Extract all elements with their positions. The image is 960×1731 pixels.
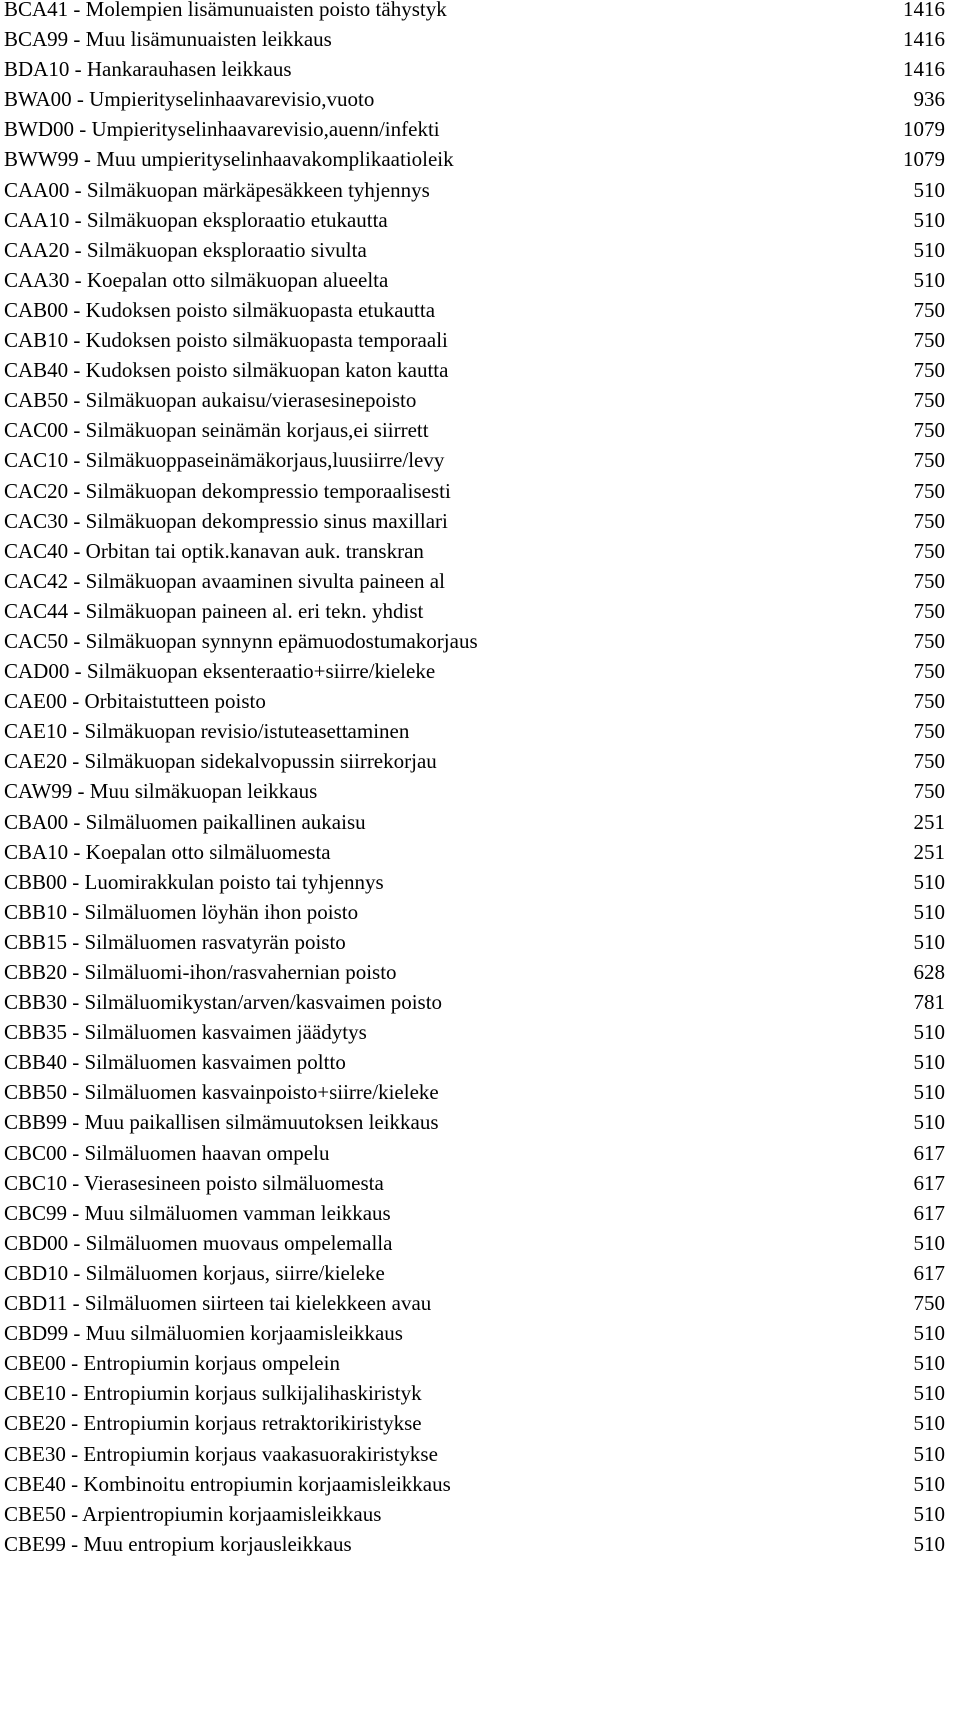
procedure-name: CAC50 - Silmäkuopan synnynn epämuodostumakorjaus — [4, 628, 478, 653]
procedure-price: 628 — [913, 960, 945, 984]
procedure-price: 1416 — [903, 0, 945, 21]
procedure-price: 750 — [913, 689, 945, 714]
procedure-row — [4, 867, 945, 897]
procedure-row — [4, 175, 945, 205]
procedure-price: 750 — [913, 478, 945, 503]
procedure-price: 510 — [913, 1411, 945, 1436]
procedure-name: CBB30 - Silmäluomikystan/arven/kasvaimen poisto — [4, 990, 443, 1015]
procedure-price: 750 — [913, 358, 945, 383]
procedure-name: CBD11 - Silmäluomen siirteen tai kielekkeen avau — [4, 1291, 432, 1316]
procedure-name: BCA99 - Muu lisämunuaisten leikkaus — [4, 27, 332, 52]
procedure-price: 750 — [913, 448, 945, 473]
procedure-name: CAA30 - Koepalan otto silmäkuopan alueelta — [4, 267, 389, 292]
procedure-price: 251 — [913, 839, 945, 864]
procedure-name: CAB50 - Silmäkuopan aukaisu/vierasesinepoisto — [4, 388, 417, 413]
procedure-name: CAC42 - Silmäkuopan avaaminen sivulta paineen al — [4, 568, 445, 593]
procedure-row — [4, 265, 945, 295]
procedure-name: BWD00 - Umpierityselinhaavarevisio,auenn/infekti — [4, 117, 440, 142]
procedure-row — [4, 1378, 945, 1408]
procedure-row — [4, 1017, 945, 1047]
procedure-price: 1079 — [903, 117, 945, 142]
procedure-name: CAB10 - Kudoksen poisto silmäkuopasta temporaali — [4, 328, 448, 353]
procedure-price: 750 — [913, 779, 945, 804]
procedure-row — [4, 1288, 945, 1318]
procedure-name: CBE00 - Entropiumin korjaus ompelein — [4, 1351, 340, 1376]
procedure-row — [4, 1077, 945, 1107]
procedure-row — [4, 1469, 945, 1499]
procedure-name: CBC10 - Vierasesineen poisto silmäluomesta — [4, 1170, 384, 1195]
procedure-name: CAA20 - Silmäkuopan eksploraatio sivulta — [4, 237, 367, 262]
procedure-name: CAC10 - Silmäkuoppaseinämäkorjaus,luusiirre/levy — [4, 448, 445, 473]
procedure-price: 510 — [913, 1531, 945, 1556]
procedure-name: CBD99 - Muu silmäluomien korjaamisleikkaus — [4, 1321, 403, 1346]
procedure-price: 510 — [913, 177, 945, 202]
procedure-name: CAB40 - Kudoksen poisto silmäkuopan katon kautta — [4, 358, 449, 383]
procedure-price: 750 — [913, 388, 945, 413]
procedure-name: CAE00 - Orbitaistutteen poisto — [4, 689, 266, 714]
procedure-row — [4, 295, 945, 325]
procedure-price: 750 — [913, 749, 945, 774]
procedure-name: BCA41 - Molempien lisämunuaisten poisto tähystyk — [4, 0, 447, 21]
procedure-row — [4, 144, 945, 174]
procedure-price: 510 — [913, 1381, 945, 1406]
procedure-row — [4, 54, 945, 84]
procedure-row — [4, 355, 945, 385]
procedure-price: 617 — [913, 1260, 945, 1285]
procedure-row — [4, 716, 945, 746]
procedure-name: CBD00 - Silmäluomen muovaus ompelemalla — [4, 1230, 393, 1255]
procedure-name: CAW99 - Muu silmäkuopan leikkaus — [4, 779, 318, 804]
procedure-price: 510 — [913, 869, 945, 894]
procedure-row — [4, 1138, 945, 1168]
procedure-price: 510 — [913, 1020, 945, 1045]
procedure-price: 750 — [913, 719, 945, 744]
procedure-name: CAA10 - Silmäkuopan eksploraatio etukautta — [4, 207, 388, 232]
procedure-price: 510 — [913, 1441, 945, 1466]
procedure-name: CBE10 - Entropiumin korjaus sulkijalihaskiristyk — [4, 1381, 422, 1406]
procedure-name: CBE40 - Kombinoitu entropiumin korjaamisleikkaus — [4, 1471, 451, 1496]
procedure-name: CAD00 - Silmäkuopan eksenteraatio+siirre/kieleke — [4, 659, 436, 684]
procedure-price: 510 — [913, 899, 945, 924]
procedure-name: CBB00 - Luomirakkulan poisto tai tyhjennys — [4, 869, 384, 894]
procedure-row — [4, 0, 945, 24]
procedure-row — [4, 445, 945, 475]
procedure-name: CAC30 - Silmäkuopan dekompressio sinus maxillari — [4, 508, 448, 533]
procedure-name: CBA10 - Koepalan otto silmäluomesta — [4, 839, 331, 864]
procedure-name: CBE30 - Entropiumin korjaus vaakasuorakiristykse — [4, 1441, 438, 1466]
procedure-price: 617 — [913, 1140, 945, 1165]
procedure-price: 750 — [913, 598, 945, 623]
procedure-row — [4, 506, 945, 536]
procedure-price-list — [4, 0, 945, 1559]
procedure-row — [4, 927, 945, 957]
procedure-row — [4, 536, 945, 566]
procedure-row — [4, 1168, 945, 1198]
procedure-price: 510 — [913, 207, 945, 232]
procedure-price: 750 — [913, 538, 945, 563]
procedure-name: CAC00 - Silmäkuopan seinämän korjaus,ei siirrett — [4, 418, 429, 443]
procedure-name: CBC99 - Muu silmäluomen vamman leikkaus — [4, 1200, 391, 1225]
procedure-row — [4, 1258, 945, 1288]
procedure-name: CBB20 - Silmäluomi-ihon/rasvahernian poisto — [4, 960, 397, 984]
procedure-name: CBB50 - Silmäluomen kasvainpoisto+siirre/kieleke — [4, 1080, 439, 1105]
procedure-row — [4, 1198, 945, 1228]
procedure-price: 750 — [913, 659, 945, 684]
procedure-price: 750 — [913, 418, 945, 443]
procedure-price: 510 — [913, 1501, 945, 1526]
procedure-price: 750 — [913, 508, 945, 533]
procedure-name: CAA00 - Silmäkuopan märkäpesäkkeen tyhjennys — [4, 177, 430, 202]
procedure-row — [4, 114, 945, 144]
procedure-row — [4, 566, 945, 596]
procedure-name: CAE20 - Silmäkuopan sidekalvopussin siirrekorjau — [4, 749, 437, 774]
procedure-row — [4, 837, 945, 867]
procedure-row — [4, 686, 945, 716]
procedure-row — [4, 1529, 945, 1559]
procedure-row — [4, 746, 945, 776]
procedure-name: CBE50 - Arpientropiumin korjaamisleikkaus — [4, 1501, 382, 1526]
procedure-name: CBB10 - Silmäluomen löyhän ihon poisto — [4, 899, 359, 924]
procedure-row — [4, 205, 945, 235]
procedure-name: BDA10 - Hankarauhasen leikkaus — [4, 57, 292, 82]
procedure-row — [4, 1408, 945, 1438]
procedure-price: 1416 — [903, 57, 945, 82]
procedure-price: 750 — [913, 297, 945, 322]
procedure-price: 750 — [913, 628, 945, 653]
procedure-row — [4, 987, 945, 1017]
procedure-price: 510 — [913, 1230, 945, 1255]
procedure-price: 1079 — [903, 147, 945, 172]
procedure-row — [4, 476, 945, 506]
procedure-name: CAE10 - Silmäkuopan revisio/istuteasettaminen — [4, 719, 410, 744]
procedure-name: CAC44 - Silmäkuopan paineen al. eri tekn. yhdist — [4, 598, 424, 623]
procedure-name: CAC40 - Orbitan tai optik.kanavan auk. transkran — [4, 538, 424, 563]
procedure-row — [4, 84, 945, 114]
procedure-row — [4, 24, 945, 54]
procedure-price: 510 — [913, 1351, 945, 1376]
procedure-price: 936 — [913, 87, 945, 112]
procedure-row — [4, 325, 945, 355]
procedure-row — [4, 807, 945, 837]
procedure-price: 510 — [913, 929, 945, 954]
procedure-name: CBE99 - Muu entropium korjausleikkaus — [4, 1531, 352, 1556]
procedure-price: 251 — [913, 809, 945, 834]
procedure-name: CBB99 - Muu paikallisen silmämuutoksen leikkaus — [4, 1110, 439, 1135]
procedure-name: CBD10 - Silmäluomen korjaus, siirre/kieleke — [4, 1260, 385, 1285]
procedure-price: 510 — [913, 1110, 945, 1135]
procedure-price: 750 — [913, 1291, 945, 1316]
procedure-price: 617 — [913, 1170, 945, 1195]
procedure-name: CAB00 - Kudoksen poisto silmäkuopasta etukautta — [4, 297, 436, 322]
procedure-row — [4, 776, 945, 806]
procedure-price: 781 — [913, 990, 945, 1015]
procedure-row — [4, 1439, 945, 1469]
procedure-price: 750 — [913, 568, 945, 593]
procedure-row — [4, 235, 945, 265]
procedure-row — [4, 1318, 945, 1348]
procedure-row — [4, 1499, 945, 1529]
procedure-row — [4, 1228, 945, 1258]
procedure-name: CBB15 - Silmäluomen rasvatyrän poisto — [4, 929, 346, 954]
procedure-price: 510 — [913, 1080, 945, 1105]
procedure-row — [4, 626, 945, 656]
procedure-row — [4, 385, 945, 415]
procedure-row — [4, 1107, 945, 1137]
procedure-price: 510 — [913, 1471, 945, 1496]
procedure-price: 510 — [913, 1050, 945, 1075]
procedure-row — [4, 1348, 945, 1378]
procedure-row — [4, 415, 945, 445]
procedure-price: 510 — [913, 1321, 945, 1346]
procedure-name: BWW99 - Muu umpierityselinhaavakomplikaatioleik — [4, 147, 454, 172]
procedure-name: CAC20 - Silmäkuopan dekompressio temporaalisesti — [4, 478, 451, 503]
procedure-price: 617 — [913, 1200, 945, 1225]
procedure-name: CBB35 - Silmäluomen kasvaimen jäädytys — [4, 1020, 367, 1045]
procedure-price: 510 — [913, 267, 945, 292]
procedure-row — [4, 596, 945, 626]
procedure-row — [4, 1047, 945, 1077]
procedure-price: 750 — [913, 328, 945, 353]
procedure-price: 1416 — [903, 27, 945, 52]
procedure-price: 510 — [913, 237, 945, 262]
procedure-name: BWA00 - Umpierityselinhaavarevisio,vuoto — [4, 87, 375, 112]
procedure-row — [4, 656, 945, 686]
procedure-name: CBA00 - Silmäluomen paikallinen aukaisu — [4, 809, 366, 834]
procedure-row — [4, 897, 945, 927]
procedure-row — [4, 957, 945, 987]
procedure-name: CBB40 - Silmäluomen kasvaimen poltto — [4, 1050, 346, 1075]
procedure-name: CBC00 - Silmäluomen haavan ompelu — [4, 1140, 330, 1165]
procedure-name: CBE20 - Entropiumin korjaus retraktorikiristykse — [4, 1411, 422, 1436]
